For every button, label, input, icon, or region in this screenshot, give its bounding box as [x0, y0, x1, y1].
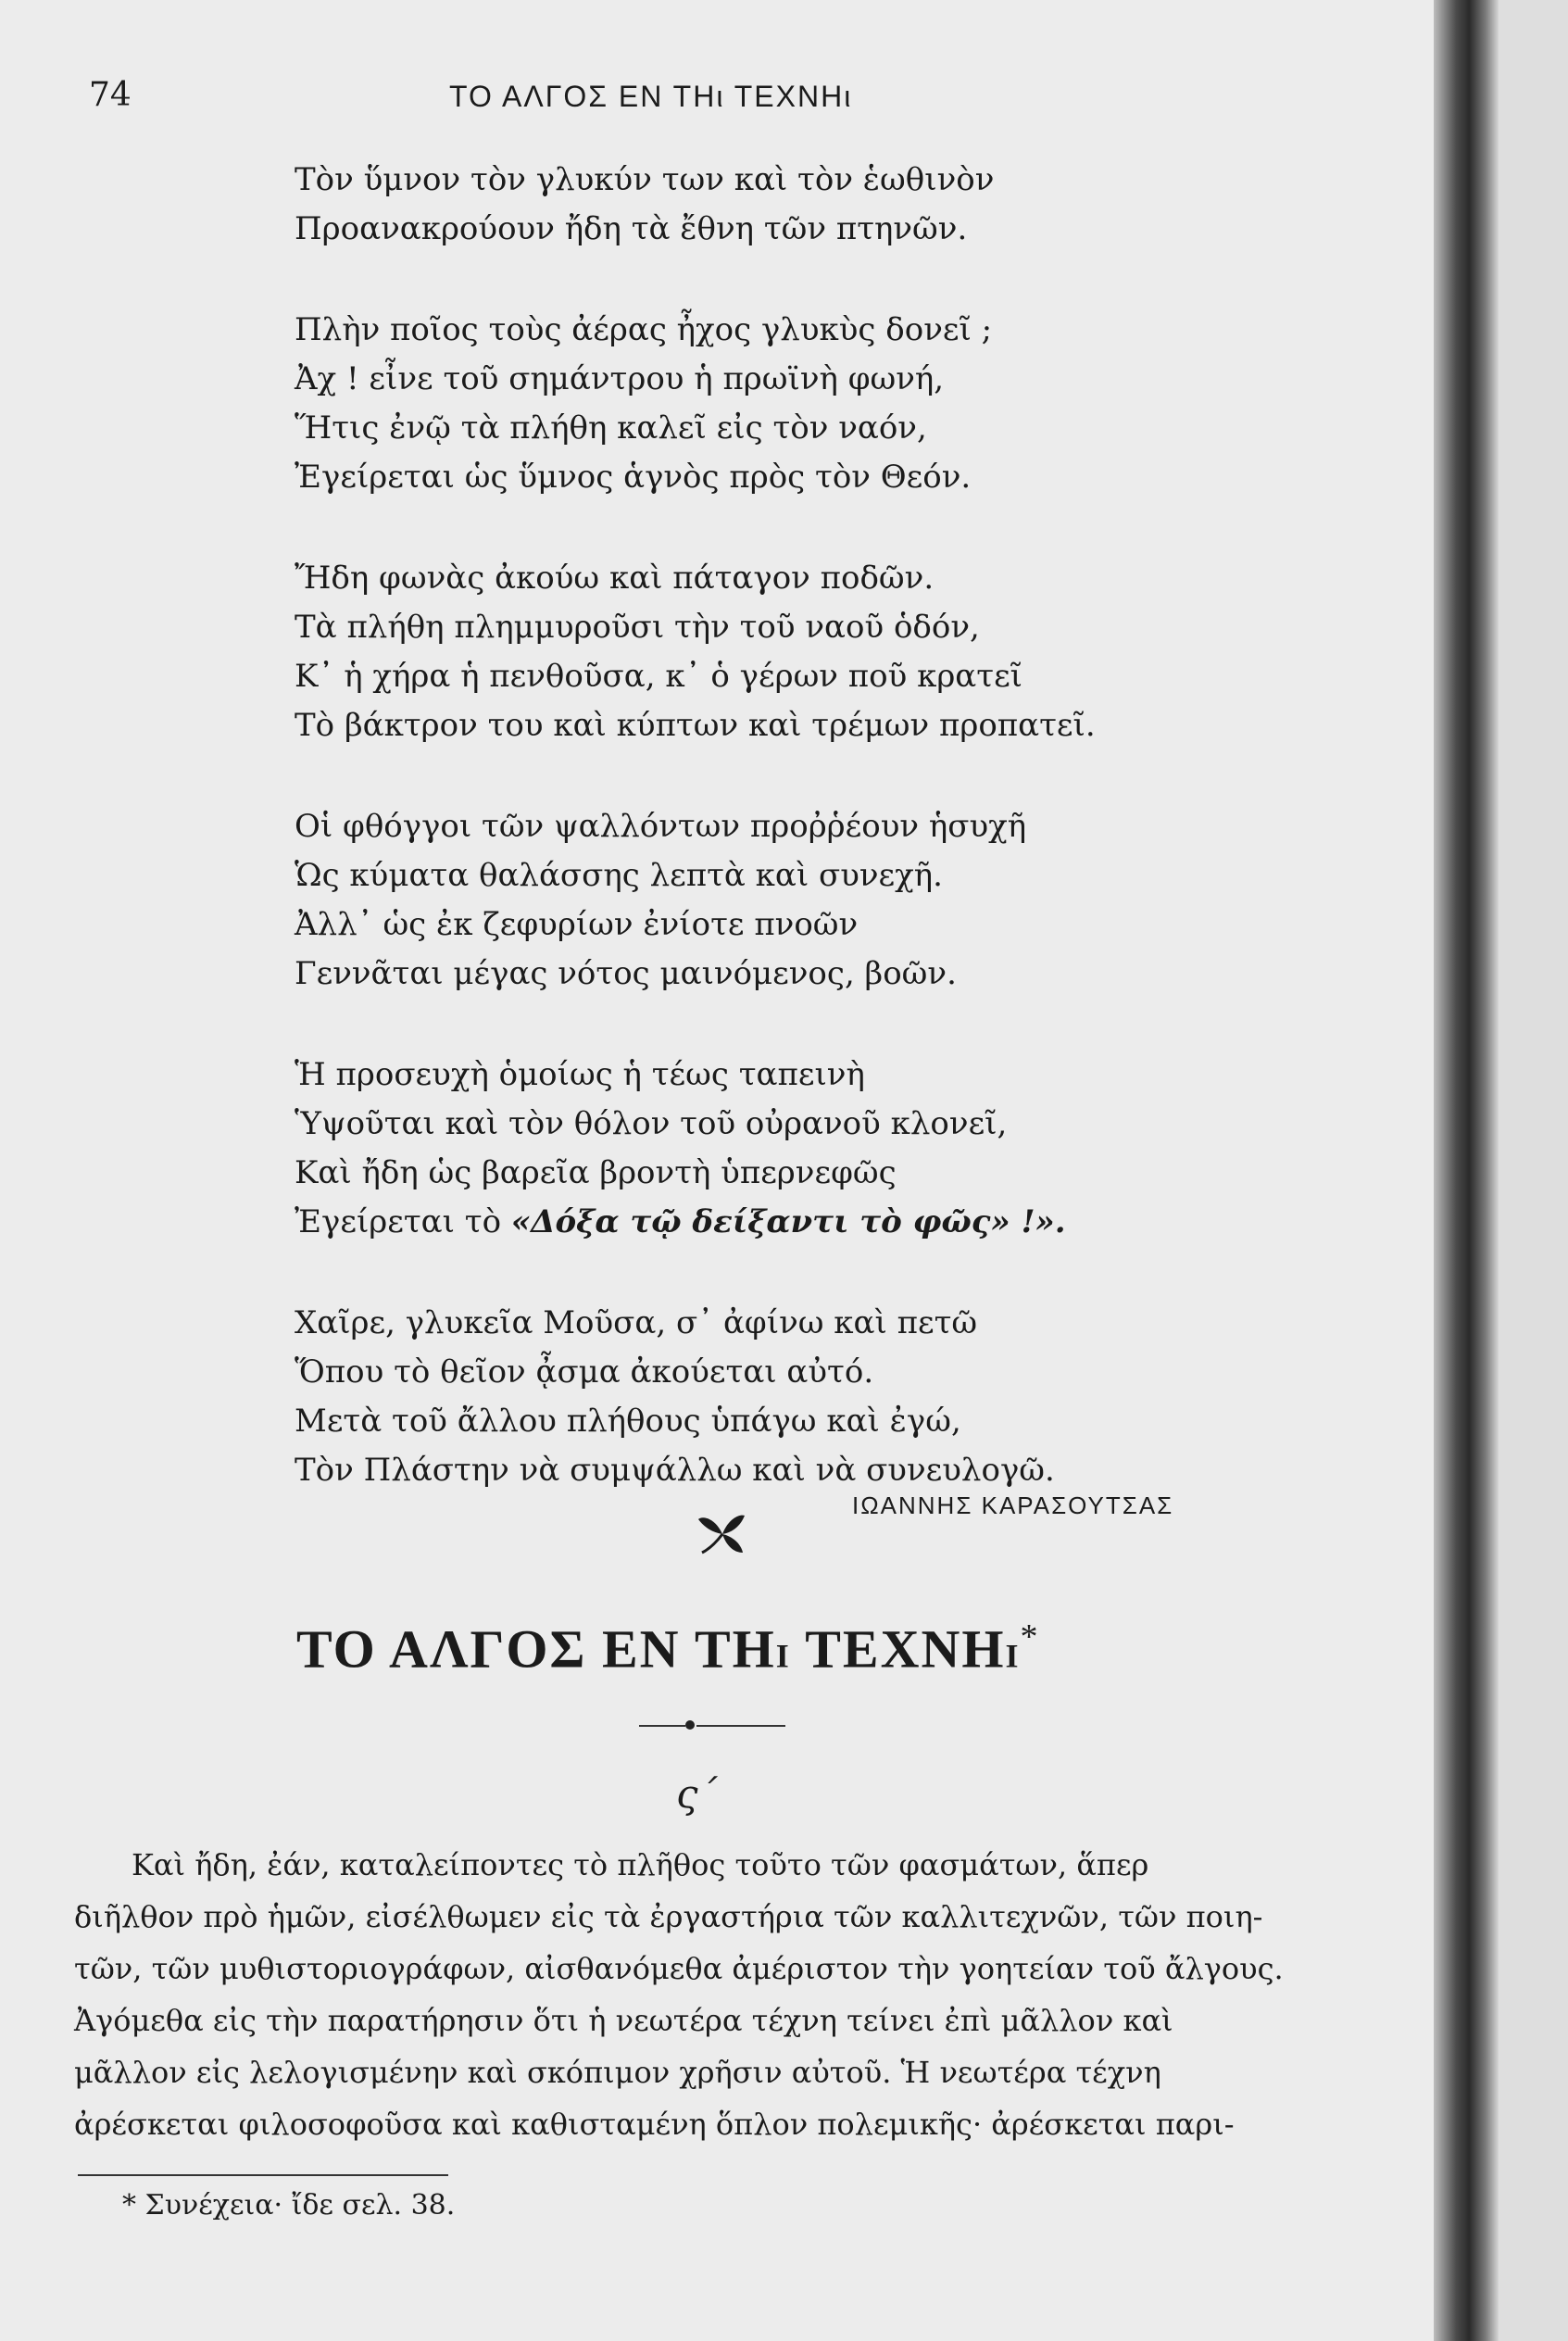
title-iota-subscript: Ι: [775, 1637, 791, 1675]
poem-line-with-quote: [295, 1198, 1221, 1247]
poem-stanza: [295, 306, 1221, 502]
poem-line: Τὸ βάκτρον του καὶ κύπτων καὶ τρέμων προπατεῖ.: [295, 707, 1096, 744]
poem-line: Χαῖρε, γλυκεῖα Μοῦσα, σ᾽ ἀφίνω καὶ πετῶ: [295, 1304, 978, 1341]
poem-stanza: [295, 554, 1221, 750]
title-iota-subscript: Ι: [1005, 1637, 1021, 1675]
poem-line: Ἡ προσευχὴ ὁμοίως ἡ τέως ταπεινὴ: [295, 1056, 865, 1093]
footnote-rule: [78, 2174, 448, 2176]
adjacent-page-edge: [1499, 0, 1568, 2341]
poem-line: Μετὰ τοῦ ἄλλου πλήθους ὑπάγω καὶ ἐγώ,: [295, 1403, 961, 1440]
running-head: [0, 76, 1445, 122]
body-line: Καὶ ἤδη, ἐάν, καταλείποντες τὸ πλῆθος τοῦτο τῶν φασμάτων, ἅπερ: [132, 1847, 1149, 1882]
title-text: ΤΕΧΝΗ: [790, 1618, 1006, 1680]
poem-line: Ἀλλ᾽ ὡς ἐκ ζεφυρίων ἐνίοτε πνοῶν: [295, 906, 859, 943]
title-text: ΤΟ ΑΛΓΟΣ ΕΝ ΤΗ: [296, 1618, 776, 1680]
poem-line: Προανακρούουν ἤδη τὰ ἔθνη τῶν πτηνῶν.: [295, 210, 968, 247]
poem-line: Τὸν ὕμνον τὸν γλυκύν των καὶ τὸν ἑωθινὸν: [295, 161, 995, 198]
poem-line: Πλὴν ποῖος τοὺς ἀέρας ἦχος γλυκὺς δονεῖ ;: [295, 311, 993, 348]
body-line: μᾶλλον εἰς λελογισμένην καὶ σκόπιμον χρῆσιν αὐτοῦ. Ἡ νεωτέρα τέχνη: [74, 2055, 1161, 2090]
poem-line: Τὸν Πλάστην νὰ συμψάλλω καὶ νὰ συνευλογῶ.: [295, 1452, 1055, 1489]
section-number: ς΄: [676, 1771, 718, 1817]
poem-line: Ὅπου τὸ θεῖον ᾆσμα ἀκούεται αὐτό.: [295, 1353, 874, 1391]
poem-author: ΙΩΑΝΝΗΣ ΚΑΡΑΣΟΥΤΣΑΣ: [852, 1491, 1174, 1519]
body-line: διῆλθον πρὸ ἡμῶν, εἰσέλθωμεν εἰς τὰ ἐργαστήρια τῶν καλλιτεχνῶν, τῶν ποιη-: [74, 1899, 1263, 1934]
poem-stanza: [295, 1051, 1221, 1247]
poem-line: Ἥτις ἐνῷ τὰ πλήθη καλεῖ εἰς τὸν ναόν,: [295, 409, 927, 447]
poem-line: Ἀχ ! εἶνε τοῦ σημάντρου ἡ πρωϊνὴ φωνή,: [295, 360, 945, 397]
poem-line: Τὰ πλήθη πλημμυροῦσι τὴν τοῦ ναοῦ ὁδόν,: [295, 609, 980, 646]
poem-line: Γεννᾶται μέγας νότος μαινόμενος, βοῶν.: [295, 955, 957, 992]
body-line: τῶν, τῶν μυθιστοριογράφων, αἰσθανόμεθα ἀμέριστον τὴν γοητείαν τοῦ ἄλγους.: [74, 1951, 1284, 1986]
ornament-rule: [696, 1725, 785, 1727]
page-number: 74: [89, 76, 132, 114]
body-line: Ἀγόμεθα εἰς τὴν παρατήρησιν ὅτι ἡ νεωτέρα τέχνη τείνει ἐπὶ μᾶλλον καὶ: [74, 2003, 1173, 2038]
poem-stanza: [295, 802, 1221, 999]
poem-line: Ὑψοῦται καὶ τὸν θόλον τοῦ οὐρανοῦ κλονεῖ,: [295, 1105, 1008, 1142]
article-body: [74, 1839, 1315, 2150]
poem-line: Οἱ φθόγγοι τῶν ψαλλόντων προῤῥέουν ἡσυχῆ: [295, 808, 1027, 845]
ornament-dot-icon: [685, 1720, 695, 1730]
leaf-ornament-icon: [696, 1512, 748, 1556]
poem-stanza: [295, 1299, 1221, 1495]
poem-line-text: Ἐγείρεται τὸ: [295, 1203, 511, 1240]
footnote: * Συνέχεια· ἴδε σελ. 38.: [122, 2189, 456, 2221]
footnote-marker: *: [1020, 1617, 1040, 1656]
poem-line: Καὶ ἤδη ὡς βαρεῖα βροντὴ ὑπερνεφῶς: [295, 1154, 897, 1191]
poem-stanza: [295, 156, 1221, 254]
ornament-rule: [639, 1725, 685, 1727]
poem: [295, 156, 1221, 1495]
poem-line: Ὡς κύματα θαλάσσης λεπτὰ καὶ συνεχῆ.: [295, 857, 943, 894]
emphasized-quote: «Δόξα τῷ δείξαντι τὸ φῶς» !».: [510, 1203, 1066, 1240]
book-gutter: [1434, 0, 1499, 2341]
article-title: [296, 1617, 1167, 1680]
poem-line: Κ᾽ ἡ χήρα ἡ πενθοῦσα, κ᾽ ὁ γέρων ποῦ κρατεῖ: [295, 658, 1023, 695]
body-line: ἀρέσκεται φιλοσοφοῦσα καὶ καθισταμένη ὅπλον πολεμικῆς· ἀρέσκεται παρι-: [74, 2107, 1235, 2142]
running-title: ΤΟ ΑΛΓΟΣ ΕΝ ΤΗι ΤΕΧΝΗι: [449, 80, 853, 113]
poem-line: Ἐγείρεται ὡς ὕμνος ἁγνὸς πρὸς τὸν Θεόν.: [295, 459, 972, 496]
poem-line: Ἤδη φωνὰς ἀκούω καὶ πάταγον ποδῶν.: [295, 560, 935, 597]
